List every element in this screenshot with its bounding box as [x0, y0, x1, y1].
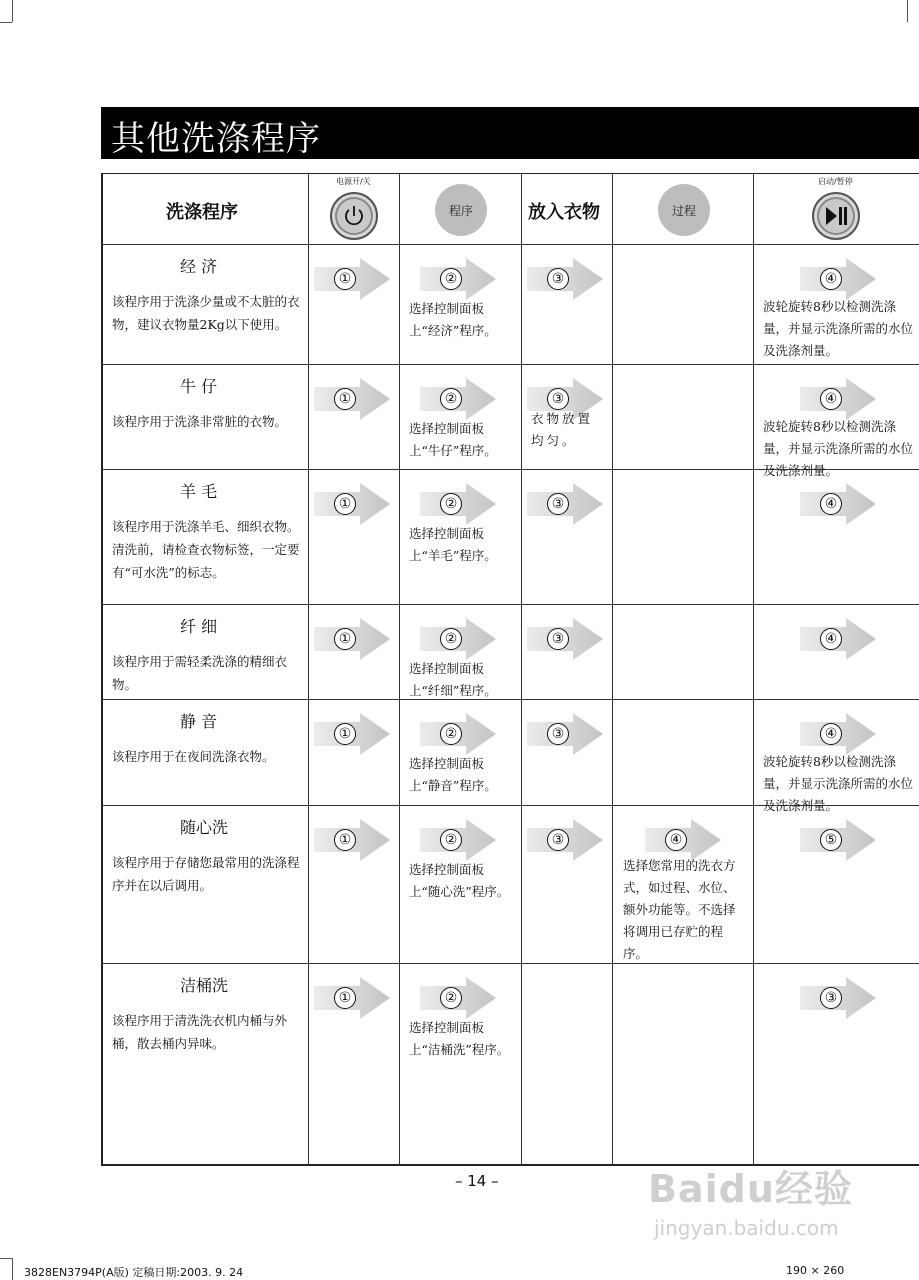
- step-number: ②: [440, 493, 462, 515]
- step-number: ④: [820, 723, 842, 745]
- col-divider: [612, 173, 613, 1166]
- step-2-text: 选择控制面板上“洁桶洗”程序。: [409, 1020, 510, 1057]
- step-arrow: [800, 378, 878, 420]
- power-button: [330, 192, 378, 240]
- step-2-text: 选择控制面板上“随心洗”程序。: [409, 862, 510, 899]
- step-number: ④: [820, 628, 842, 650]
- step-number: ②: [440, 829, 462, 851]
- watermark-brand: Baidu经验: [648, 1167, 853, 1211]
- step-arrow: [420, 378, 498, 420]
- step-5-text: 波轮旋转8秒以检测洗涤量，并显示洗涤所需的水位及洗涤剂量。: [763, 754, 914, 813]
- step-arrow: [420, 819, 498, 861]
- step-number: ②: [440, 628, 462, 650]
- step-number: ④: [820, 268, 842, 290]
- step-4-text: 选择您常用的洗衣方式，如过程、水位、额外功能等。不选择将调用已存贮的程序。: [623, 858, 736, 961]
- step-number: ①: [334, 987, 356, 1009]
- step-number: ③: [547, 723, 569, 745]
- program-description: 该程序用于洗涤非常脏的衣物。: [112, 414, 288, 429]
- step-arrow: [527, 483, 605, 525]
- program-name: 洁桶洗: [180, 976, 229, 995]
- step-arrow: [527, 258, 605, 300]
- step-arrow: [420, 483, 498, 525]
- step-number: ⑤: [820, 829, 842, 851]
- step-arrow: [314, 618, 392, 660]
- step-number: ②: [440, 987, 462, 1009]
- program-name: 牛 仔: [180, 377, 218, 396]
- footer-doc-info: 3828EN3794P(A版) 定稿日期:2003. 9. 24: [24, 1266, 244, 1279]
- step-arrow: [314, 258, 392, 300]
- program-name: 随心洗: [180, 818, 229, 837]
- step-arrow: [527, 713, 605, 755]
- program-description: 该程序用于清洗洗衣机内桶与外桶，散去桶内异味。: [112, 1013, 288, 1051]
- step-number: ②: [440, 388, 462, 410]
- program-button-label: 程序: [448, 203, 473, 218]
- row-divider: [101, 963, 919, 964]
- crop-mark: [12, 0, 13, 22]
- col-divider: [521, 173, 522, 1166]
- step-2-text: 选择控制面板上“羊毛”程序。: [409, 526, 497, 563]
- title-bar: [101, 107, 919, 159]
- footer-size: 190 × 260: [786, 1264, 845, 1277]
- col-divider: [753, 173, 754, 1166]
- step-number: ③: [547, 628, 569, 650]
- step-3-text: 衣物放置均匀。: [531, 411, 594, 448]
- step-number: ③: [547, 493, 569, 515]
- step-2-text: 选择控制面板上“经济”程序。: [409, 301, 497, 338]
- step-number: ④: [665, 829, 687, 851]
- step-2-text: 选择控制面板上“牛仔”程序。: [409, 421, 497, 458]
- program-column-header: 洗涤程序: [166, 202, 238, 223]
- process-button-label: 过程: [671, 203, 696, 218]
- step-number: ②: [440, 723, 462, 745]
- step-arrow: [420, 713, 498, 755]
- program-name: 静 音: [180, 712, 218, 731]
- load-column-header: 放入衣物: [528, 202, 600, 223]
- step-arrow: [527, 618, 605, 660]
- step-arrow: [314, 483, 392, 525]
- row-divider: [101, 244, 919, 245]
- crop-mark: [907, 0, 908, 22]
- row-divider: [101, 364, 919, 365]
- step-number: ③: [547, 388, 569, 410]
- step-number: ③: [547, 829, 569, 851]
- program-name: 羊 毛: [180, 482, 218, 501]
- step-arrow: [314, 713, 392, 755]
- row-divider: [101, 604, 919, 605]
- step-arrow: [527, 819, 605, 861]
- step-number: ①: [334, 628, 356, 650]
- baidu-watermark: [648, 1150, 868, 1250]
- start-pause-button: [812, 192, 860, 240]
- program-description: 该程序用于存储您最常用的洗涤程序并在以后调用。: [112, 855, 300, 893]
- watermark-url: jingyan.baidu.com: [654, 1216, 839, 1240]
- step-number: ①: [334, 268, 356, 290]
- page-number: – 14 –: [455, 1172, 499, 1190]
- crop-mark: [0, 1258, 12, 1259]
- step-arrow: [800, 258, 878, 300]
- col-divider: [308, 173, 309, 1166]
- step-number: ①: [334, 388, 356, 410]
- step-arrow: [800, 618, 878, 660]
- step-number: ③: [547, 268, 569, 290]
- step-5-text: 波轮旋转8秒以检测洗涤量，并显示洗涤所需的水位及洗涤剂量。: [763, 299, 914, 358]
- step-number: ②: [440, 268, 462, 290]
- start-pause-label: 启动/暂停: [818, 177, 853, 186]
- step-arrow: [314, 378, 392, 420]
- step-number: ①: [334, 493, 356, 515]
- step-arrow: [800, 483, 878, 525]
- step-number: ④: [820, 388, 842, 410]
- step-arrow: [420, 258, 498, 300]
- program-description: 该程序用于洗涤少量或不太脏的衣物，建议衣物量2Kg以下使用。: [112, 294, 300, 332]
- step-arrow: [420, 618, 498, 660]
- step-2-text: 选择控制面板上“纤细”程序。: [409, 661, 497, 698]
- step-arrow: [420, 977, 498, 1019]
- page-title: 其他洗涤程序: [111, 119, 321, 159]
- step-arrow: [800, 819, 878, 861]
- program-description: 该程序用于在夜间洗涤衣物。: [112, 749, 275, 764]
- step-number: ④: [820, 493, 842, 515]
- step-number: ③: [820, 987, 842, 1009]
- step-number: ①: [334, 723, 356, 745]
- power-icon: [341, 203, 367, 229]
- program-description: 该程序用于需轻柔洗涤的精细衣物。: [112, 654, 288, 692]
- step-arrow: [314, 819, 392, 861]
- col-divider: [399, 173, 400, 1166]
- play-pause-icon: [823, 205, 849, 227]
- step-arrow: [800, 977, 878, 1019]
- crop-mark: [0, 22, 12, 23]
- step-arrow: [314, 977, 392, 1019]
- step-number: ①: [334, 829, 356, 851]
- step-2-text: 选择控制面板上“静音”程序。: [409, 756, 497, 793]
- program-name: 纤 细: [180, 617, 218, 636]
- step-arrow: [800, 713, 878, 755]
- step-5-text: 波轮旋转8秒以检测洗涤量，并显示洗涤所需的水位及洗涤剂量。: [763, 419, 914, 478]
- crop-mark: [12, 1258, 13, 1280]
- process-button: [658, 184, 710, 236]
- program-name: 经 济: [180, 257, 218, 276]
- program-description: 该程序用于洗涤羊毛、细织衣物。清洗前，请检查衣物标签，一定要有“可水洗”的标志。: [112, 519, 300, 580]
- power-label: 电源开/关: [336, 177, 371, 186]
- program-button: [435, 184, 487, 236]
